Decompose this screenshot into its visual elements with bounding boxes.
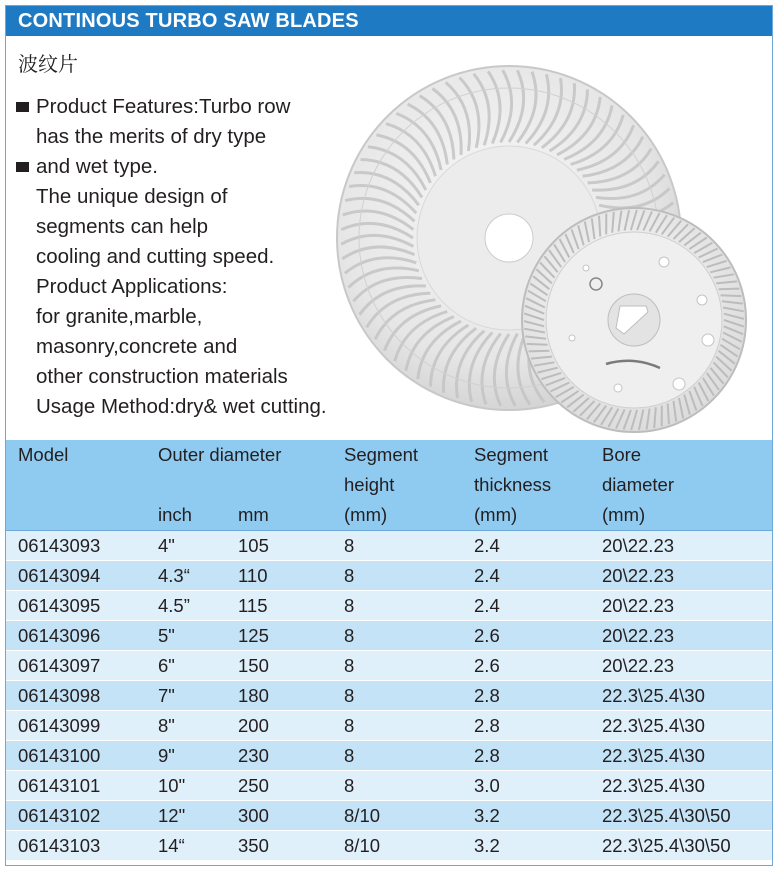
mm-cell: 150 <box>226 651 332 681</box>
mm-cell: 105 <box>226 531 332 561</box>
table-row <box>6 771 772 801</box>
inch-cell: 4.3“ <box>146 561 226 591</box>
model-cell: 06143102 <box>6 801 146 831</box>
mm-cell: 250 <box>226 771 332 801</box>
table-row <box>6 561 772 591</box>
segment-height-cell: 8 <box>332 591 462 621</box>
col-bore-diameter-2: diameter <box>590 470 772 500</box>
model-cell: 06143095 <box>6 591 146 621</box>
mm-cell: 230 <box>226 741 332 771</box>
segment-thickness-cell: 2.4 <box>462 531 590 561</box>
table-row <box>6 681 772 711</box>
bore-diameter-cell: 22.3\25.4\30 <box>590 741 772 771</box>
small-blade <box>522 208 746 432</box>
segment-thickness-cell: 2.8 <box>462 711 590 741</box>
mm-cell: 110 <box>226 561 332 591</box>
table-row <box>6 621 772 651</box>
segment-height-cell: 8 <box>332 681 462 711</box>
feature-text: The unique design of <box>36 185 228 208</box>
saw-blade-image <box>324 38 773 438</box>
feature-text: Product Applications: <box>36 275 228 298</box>
table-header-row <box>6 440 772 470</box>
bore-diameter-cell: 22.3\25.4\30\50 <box>590 831 772 861</box>
table-row <box>6 651 772 681</box>
model-cell: 06143100 <box>6 741 146 771</box>
model-cell: 06143093 <box>6 531 146 561</box>
bore-diameter-cell: 20\22.23 <box>590 591 772 621</box>
segment-height-cell: 8 <box>332 771 462 801</box>
table-row <box>6 531 772 561</box>
model-cell: 06143097 <box>6 651 146 681</box>
inch-cell: 14“ <box>146 831 226 861</box>
col-inch: inch <box>146 500 226 531</box>
feature-text: has the merits of dry type <box>36 125 267 148</box>
model-cell: 06143094 <box>6 561 146 591</box>
segment-height-cell: 8 <box>332 531 462 561</box>
feature-text: Usage Method:dry& wet cutting. <box>36 395 327 418</box>
bore-diameter-cell: 22.3\25.4\30 <box>590 711 772 741</box>
page-title: CONTINOUS TURBO SAW BLADES <box>6 6 772 36</box>
col-segment-thickness-unit: (mm) <box>462 500 590 531</box>
mm-cell: 115 <box>226 591 332 621</box>
inch-cell: 7" <box>146 681 226 711</box>
bore-diameter-cell: 20\22.23 <box>590 561 772 591</box>
inch-cell: 4.5” <box>146 591 226 621</box>
inch-cell: 4" <box>146 531 226 561</box>
segment-height-cell: 8 <box>332 651 462 681</box>
col-outer-diameter: Outer diameter <box>146 440 332 470</box>
segment-height-cell: 8/10 <box>332 801 462 831</box>
mm-cell: 180 <box>226 681 332 711</box>
inch-cell: 8" <box>146 711 226 741</box>
segment-thickness-cell: 3.2 <box>462 831 590 861</box>
chinese-subtitle: 波纹片 <box>18 52 78 76</box>
table-row <box>6 711 772 741</box>
segment-thickness-cell: 2.6 <box>462 621 590 651</box>
feature-text: Product Features:Turbo row <box>36 95 291 118</box>
table-row <box>6 831 772 861</box>
square-bullet-icon <box>16 102 29 112</box>
col-bore-diameter: Bore <box>590 440 772 470</box>
segment-thickness-cell: 2.8 <box>462 681 590 711</box>
table-row <box>6 801 772 831</box>
segment-height-cell: 8 <box>332 711 462 741</box>
segment-thickness-cell: 2.8 <box>462 741 590 771</box>
col-segment-height-unit: (mm) <box>332 500 462 531</box>
bore-diameter-cell: 22.3\25.4\30 <box>590 681 772 711</box>
segment-thickness-cell: 2.6 <box>462 651 590 681</box>
model-cell: 06143103 <box>6 831 146 861</box>
feature-text: masonry,concrete and <box>36 335 238 358</box>
bore-diameter-cell: 20\22.23 <box>590 531 772 561</box>
model-cell: 06143099 <box>6 711 146 741</box>
segment-thickness-cell: 2.4 <box>462 591 590 621</box>
feature-text: segments can help <box>36 215 209 238</box>
segment-thickness-cell: 3.0 <box>462 771 590 801</box>
table-row <box>6 591 772 621</box>
catalog-page <box>5 5 773 866</box>
bore-diameter-cell: 20\22.23 <box>590 621 772 651</box>
col-segment-thickness-2: thickness <box>462 470 590 500</box>
segment-height-cell: 8 <box>332 561 462 591</box>
mm-cell: 200 <box>226 711 332 741</box>
segment-height-cell: 8/10 <box>332 831 462 861</box>
model-cell: 06143101 <box>6 771 146 801</box>
model-cell: 06143096 <box>6 621 146 651</box>
table-header-row <box>6 470 772 500</box>
col-bore-diameter-unit: (mm) <box>590 500 772 531</box>
feature-text: other construction materials <box>36 365 288 388</box>
model-cell: 06143098 <box>6 681 146 711</box>
segment-height-cell: 8 <box>332 741 462 771</box>
inch-cell: 9" <box>146 741 226 771</box>
feature-text: and wet type. <box>36 155 158 178</box>
feature-text: for granite,marble, <box>36 305 203 328</box>
bore-diameter-cell: 22.3\25.4\30 <box>590 771 772 801</box>
mm-cell: 125 <box>226 621 332 651</box>
inch-cell: 5" <box>146 621 226 651</box>
mm-cell: 350 <box>226 831 332 861</box>
table-row <box>6 741 772 771</box>
table-body <box>6 531 772 861</box>
inch-cell: 12" <box>146 801 226 831</box>
inch-cell: 10" <box>146 771 226 801</box>
table-header-row <box>6 500 772 531</box>
mm-cell: 300 <box>226 801 332 831</box>
col-model: Model <box>6 440 146 470</box>
segment-thickness-cell: 2.4 <box>462 561 590 591</box>
segment-height-cell: 8 <box>332 621 462 651</box>
bore-diameter-cell: 22.3\25.4\30\50 <box>590 801 772 831</box>
square-bullet-icon <box>16 162 29 172</box>
col-segment-thickness: Segment <box>462 440 590 470</box>
col-mm: mm <box>226 500 332 531</box>
col-segment-height: Segment <box>332 440 462 470</box>
inch-cell: 6" <box>146 651 226 681</box>
spec-table <box>6 440 772 860</box>
feature-text: cooling and cutting speed. <box>36 245 275 268</box>
segment-thickness-cell: 3.2 <box>462 801 590 831</box>
bore-diameter-cell: 20\22.23 <box>590 651 772 681</box>
col-segment-height-2: height <box>332 470 462 500</box>
